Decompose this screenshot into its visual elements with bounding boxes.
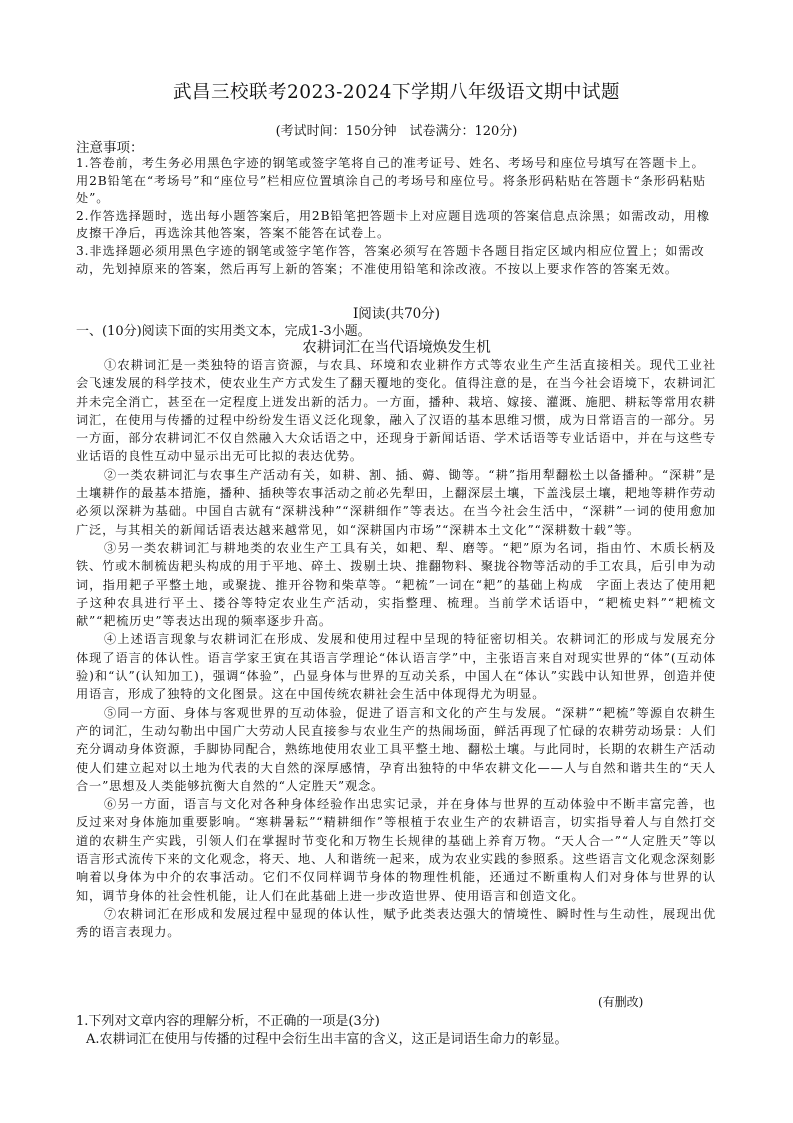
notice-item: 2.作答选择题时，选出每小题答案后，用2B铅笔把答题卡上对应题目选项的答案信息点涂黑；如需改动，用橡皮擦干净后，再选涂其他答案，答案不能答在试卷上。 xyxy=(76,208,710,241)
notice-item: 3.非选择题必须用黑色字迹的钢笔或签字笔作答，答案必须写在答题卡各题目指定区域内相应位置上；如需改动，先划掉原来的答案，然后再写上新的答案；不准使用铅笔和涂改液。不按以上要求作答的答案无效。 xyxy=(76,243,705,276)
notice-heading: 注意事项： xyxy=(76,140,144,156)
article-body xyxy=(76,356,716,942)
article-paragraph: ⑦农耕词汇在形成和发展过程中显现的体认性，赋予此类表达强大的情境性、瞬时性与生动性，展现出优秀的语言表现力。 xyxy=(76,906,716,940)
section-heading: Ⅰ阅读(共70分) xyxy=(352,306,441,322)
notice-list xyxy=(76,155,716,278)
exam-subtitle: (考试时间：150分钟 试卷满分：120分) xyxy=(275,124,518,139)
question-1-stem: 1.下列对文章内容的理解分析，不正确的一项是(3分) xyxy=(76,1014,380,1029)
question-1-option-a: A.农耕词汇在使用与传播的过程中会衍生出丰富的含义，这正是词语生命力的彰显。 xyxy=(86,1032,568,1047)
article-paragraph: ⑤同一方面、身体与客观世界的互动体验，促进了语言和文化的产生与发展。“深耕”“耙梳”等源自农耕生产的词汇，生动勾勒出中国广大劳动人民直接参与农业生产的热闹场面，鲜活再现了忙碌的农耕劳动场景：人们充分调动身体资源，手脚协同配合，熟练地使用农业工具平整土地、翻松土壤。与此同时，长期的农耕生产活动使人们建立起对以土地为代表的大自然的深厚感情，孕育出独特的中华农耕文化——人与自然和谐共生的“天人合一”思想及人类能够抗衡大自然的“人定胜天”观念。 xyxy=(76,705,716,793)
article-paragraph: ③另一类农耕词汇与耕地类的农业生产工具有关，如耙、犁、磨等。“耙”原为名词，指由竹、木质长柄及铁、竹或木制梳齿耙头构成的用于平地、碎土、拨剔土块、推翻物料、聚拢谷物等活动的手工农具，后引申为动词，指用耙子平整土地，或聚拢、推开谷物和柴草等。“耙梳”一词在“耙”的基础上构成 字面上表达了使用耙子这种农具进行平土、搂谷等特定农业生产活动，实指整理、梳理。当前学术话语中，“耙梳史料”“耙梳文献”“耙梳历史”等表达出现的频率逐步升高。 xyxy=(76,540,716,629)
article-paragraph: ⑥另一方面，语言与文化对各种身体经验作出忠实记录，并在身体与世界的互动体验中不断丰富完善，也反过来对身体施加重要影响。“寒耕暑耘”“精耕细作”等根植于农业生产的农耕语言，切实指导着人与自然打交道的农耕生产实践，引领人们在掌握时节变化和万物生长规律的基础上养育万物。“天人合一”“人定胜天”等以语言形式流传下来的文化观念，将天、地、人和谐统一起来，成为农业实践的参照系。这些语言文化观念深刻影响着以身体为中介的农事活动。它们不仅同样调节身体的物理性机能，还通过不断重构人们对身体与世界的认知，调节身体的社会性机能，让人们在此基础上进一步改造世界、使用语言和创造文化。 xyxy=(76,797,716,903)
article-paragraph: ②一类农耕词汇与农事生产活动有关，如耕、割、插、薅、锄等。“耕”指用犁翻松土以备播种。“深耕”是土壤耕作的最基本措施，播种、插秧等农事活动之前必先犁田，上翻深层土壤，下盖浅层土壤，耙地等耕作劳动必须以深耕为基础。中国自古就有“深耕浅种”“深耕细作”等表达。在当今社会生活中，“深耕”一词的使用愈加广泛，与其相关的新闻话语表达越来越常见，如“深耕国内市场”“深耕本土文化”“深耕数十载”等。 xyxy=(76,467,716,537)
article-title: 农耕词汇在当代语境焕发生机 xyxy=(302,340,491,356)
abridged-note: (有删改) xyxy=(598,995,644,1009)
question-group-intro: 一、(10分)阅读下面的实用类文本，完成1-3小题。 xyxy=(76,324,371,339)
article-paragraph: ①农耕词汇是一类独特的语言资源，与农具、环境和农业耕作方式等农业生产生活直接相关。现代工业社会飞速发展的科学技术，使农业生产方式发生了翻天覆地的变化。值得注意的是，在当今社会语境下，农耕词汇并未完全消亡，甚至在一定程度上迸发出新的活力。一方面，播种、栽培、嫁接、灌溉、施肥、耕耘等常用农耕词汇，在使用与传播的过程中纷纷发生语义泛化现象，融入了汉语的基本思维习惯，成为日常语言的一部分。另一方面，部分农耕词汇不仅自然融入大众话语之中，还现身于新闻话语、学术话语等专业话语中，并在与这些专业话语的良性互动中显示出无可比拟的表达优势。 xyxy=(76,358,716,464)
notice-item: 1.答卷前，考生务必用黑色字迹的钢笔或签字笔将自己的准考证号、姓名、考场号和座位号填写在答题卡上。用2B铅笔在“考场号”和“座位号”栏相应位置填涂自己的考场号和座位号。将条形码粘贴在答题卡“条形码粘贴处”。 xyxy=(76,156,707,206)
article-paragraph: ④上述语言现象与农耕词汇在形成、发展和使用过程中呈现的特征密切相关。农耕词汇的形成与发展充分体现了语言的体认性。语言学家王寅在其语言学理论“体认语言学”中，主张语言来自对现实世界的“体”(互动体验)和“认”(认知加工)，强调“体验”，凸显身体与世界的互动关系，中国人在“体认”实践中认知世界，创造并使用语言，形成了独特的文化图景。这在中国传统农耕社会生活中体现得尤为明显。 xyxy=(76,632,716,702)
exam-title: 武昌三校联考2023-2024下学期八年级语文期中试题 xyxy=(173,82,620,103)
